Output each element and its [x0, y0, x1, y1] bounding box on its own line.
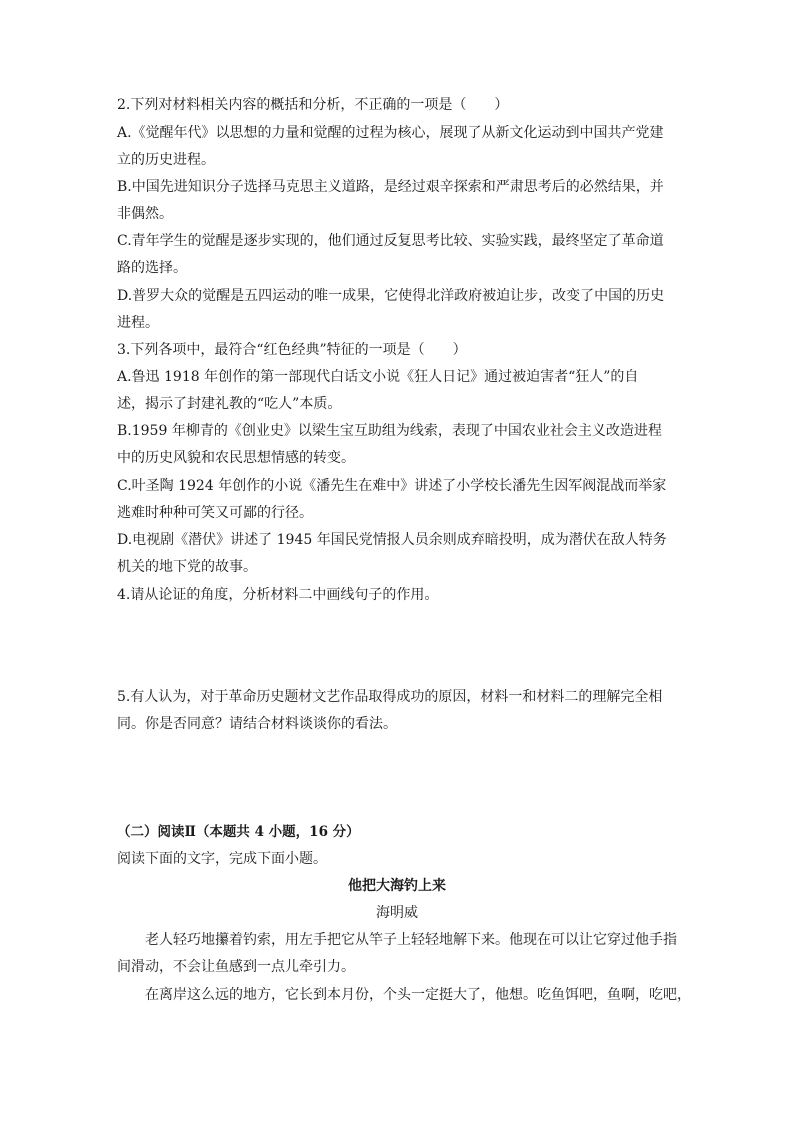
- section-heading: （二）阅读Ⅱ（本题共 4 小题，16 分）: [117, 824, 360, 840]
- q3-option-a-line2: 述，揭示了封建礼教的“吃人”本质。: [117, 396, 342, 412]
- q2-option-d-line2: 进程。: [117, 315, 159, 331]
- q3-option-d-line1: D.电视剧《潜伏》讲述了 1945 年国民党情报人员余则成弃暗投明，成为潜伏在敌人特务: [117, 532, 667, 548]
- passage-p1-line1: 老人轻巧地攥着钓索，用左手把它从竿子上轻轻地解下来。他现在可以让它穿过他手指: [145, 932, 677, 948]
- q3-option-c-line2: 逃难时种种可笑又可鄙的行径。: [117, 505, 313, 521]
- q5-stem-line2: 同。你是否同意？请结合材料谈谈你的看法。: [117, 716, 397, 732]
- q2-option-c-line2: 路的选择。: [117, 260, 187, 276]
- q3-option-b-line2: 中的历史风貌和农民思想情感的转变。: [117, 450, 355, 466]
- q2-option-b-line2: 非偶然。: [117, 206, 173, 222]
- passage-author: 海明威: [376, 905, 418, 921]
- q5-stem-line1: 5.有人认为，对于革命历史题材文艺作品取得成功的原因，材料一和材料二的理解完全相: [117, 689, 663, 705]
- q4-stem: 4.请从论证的角度，分析材料二中画线句子的作用。: [117, 587, 439, 603]
- q3-option-a-line1: A.鲁迅 1918 年创作的第一部现代白话文小说《狂人日记》通过被迫害者“狂人”的自: [117, 369, 639, 385]
- q2-option-d-line1: D.普罗大众的觉醒是五四运动的唯一成果，它使得北洋政府被迫让步，改变了中国的历史: [117, 288, 665, 304]
- passage-p1-line2: 间滑动，不会让鱼感到一点儿牵引力。: [117, 959, 355, 975]
- passage-title: 他把大海钓上来: [348, 878, 446, 894]
- q2-option-a-line1: A.《觉醒年代》以思想的力量和觉醒的过程为核心，展现了从新文化运动到中国共产党建: [117, 125, 664, 141]
- q2-option-b-line1: B.中国先进知识分子选择马克思主义道路，是经过艰辛探索和严肃思考后的必然结果，并: [117, 179, 664, 195]
- q3-option-b-line1: B.1959 年柳青的《创业史》以梁生宝互助组为线索，表现了中国农业社会主义改造进程: [117, 423, 662, 439]
- q3-stem: 3.下列各项中，最符合“红色经典”特征的一项是（ ）: [117, 342, 467, 358]
- reading-instruction: 阅读下面的文字，完成下面小题。: [117, 851, 327, 867]
- passage-p2-line1: 在离岸这么远的地方，它长到本月份，个头一定挺大了，他想。吃鱼饵吧，鱼啊，吃吧，: [145, 987, 691, 1003]
- q2-option-a-line2: 立的历史进程。: [117, 152, 215, 168]
- q2-stem: 2.下列对材料相关内容的概括和分析，不正确的一项是（ ）: [117, 97, 509, 113]
- q3-option-c-line1: C.叶圣陶 1924 年创作的小说《潘先生在难中》讲述了小学校长潘先生因军阀混战而举家: [117, 478, 667, 494]
- q3-option-d-line2: 机关的地下党的故事。: [117, 559, 257, 575]
- q2-option-c-line1: C.青年学生的觉醒是逐步实现的，他们通过反复思考比较、实验实践，最终坚定了革命道: [117, 233, 664, 249]
